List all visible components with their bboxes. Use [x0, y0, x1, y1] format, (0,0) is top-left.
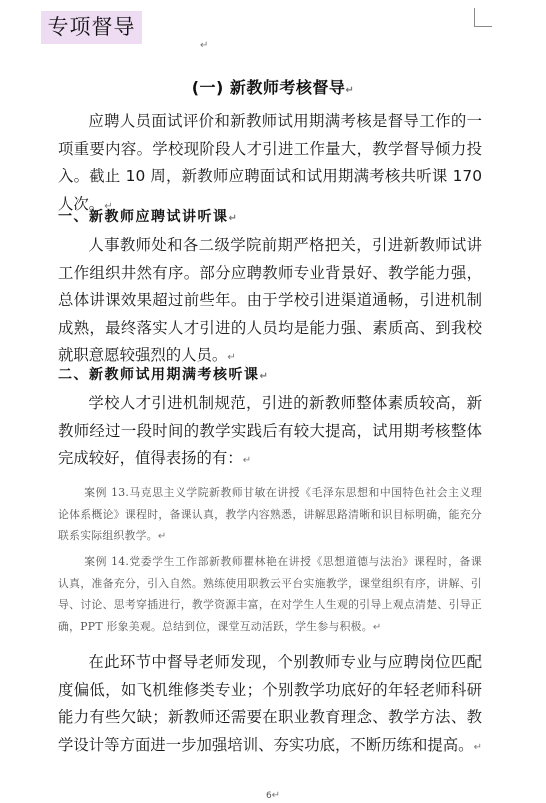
probation-paragraph: [58, 390, 482, 475]
intro-paragraph: [58, 108, 482, 220]
paragraph-mark: ↵: [157, 531, 167, 542]
intro-text: 应聘人员面试评价和新教师试用期满考核是督导工作的一项重要内容。学校现阶段人才引进工作量大，教学督导倾力投入。截止 10 周，新教师应聘面试和试用期满考核共听课 170 人次。: [58, 112, 482, 213]
page-title: [0, 75, 546, 98]
interview-paragraph: [58, 232, 482, 372]
case-13-text: 案例 13.马克思主义学院新教师甘敏在讲授《毛泽东思想和中国特色社会主义理论体系概论》课程时，备课认真，教学内容熟悉，讲解思路清晰和识目标明确，能充分联系实际组织教学。: [58, 486, 482, 542]
page-number-text: 6: [265, 791, 272, 801]
paragraph-mark: ↵: [372, 621, 382, 633]
section-tag: 专项督导: [41, 11, 142, 44]
margin-corner-mark: [474, 8, 492, 27]
paragraph-mark: ↵: [200, 40, 209, 51]
paragraph-mark: ↵: [227, 352, 236, 363]
interview-text: 人事教师处和各二级学院前期严格把关，引进新教师试讲工作组织井然有序。部分应聘教师专业背景好、教学能力强，总体讲课效果超过前些年。由于学校引进渠道通畅，引进机制成熟，最终落实人才引进的人员均是能力强、素质高、到我校就职意愿较强烈的人员。: [58, 236, 482, 364]
paragraph-mark: ↵: [242, 455, 252, 466]
case-14: [58, 551, 482, 638]
paragraph-mark: ↵: [104, 200, 113, 212]
case-13: [58, 482, 482, 548]
heading-interview-text: 一、新教师应聘试讲听课: [58, 209, 229, 225]
paragraph-mark: ↵: [228, 213, 239, 224]
findings-paragraph: [58, 649, 482, 761]
paragraph-mark: ↵: [345, 85, 355, 96]
case-14-text: 案例 14.党委学生工作部新教师瞿林艳在讲授《思想道德与法治》课程时，备课认真，准备充分，引入自然。熟练使用职教云平台实施教学，课堂组织有序，讲解、引导、讨论、思考穿插进行，教学资源丰富，在对学生人生观的引导上观点清楚、引导正确，PPT 形象美观。总结到位，课堂互动活跃，学生参与积极。: [58, 555, 482, 633]
heading-interview: [58, 206, 238, 226]
findings-text: 在此环节中督导老师发现，个别教师专业与应聘岗位匹配度偏低，如飞机维修类专业；个别教学功底好的年轻老师科研能力有些欠缺；新教师还需要在职业教育理念、教学方法、教学设计等方面进一步加强培训、夯实功底，不断历练和提高。: [58, 653, 482, 754]
page-number: [0, 790, 546, 801]
heading-probation-text: 二、新教师试用期满考核听课: [58, 367, 260, 383]
probation-text: 学校人才引进机制规范，引进的新教师整体素质较高，新教师经过一段时间的教学实践后有较大提高，试用期考核整体完成较好，值得表扬的有：: [58, 394, 482, 467]
page-title-text: (一) 新教师考核督导: [191, 78, 346, 97]
paragraph-mark: ↵: [259, 371, 270, 382]
paragraph-mark: ↵: [473, 741, 482, 753]
heading-probation: [58, 364, 269, 384]
paragraph-mark: ↵: [271, 790, 281, 801]
